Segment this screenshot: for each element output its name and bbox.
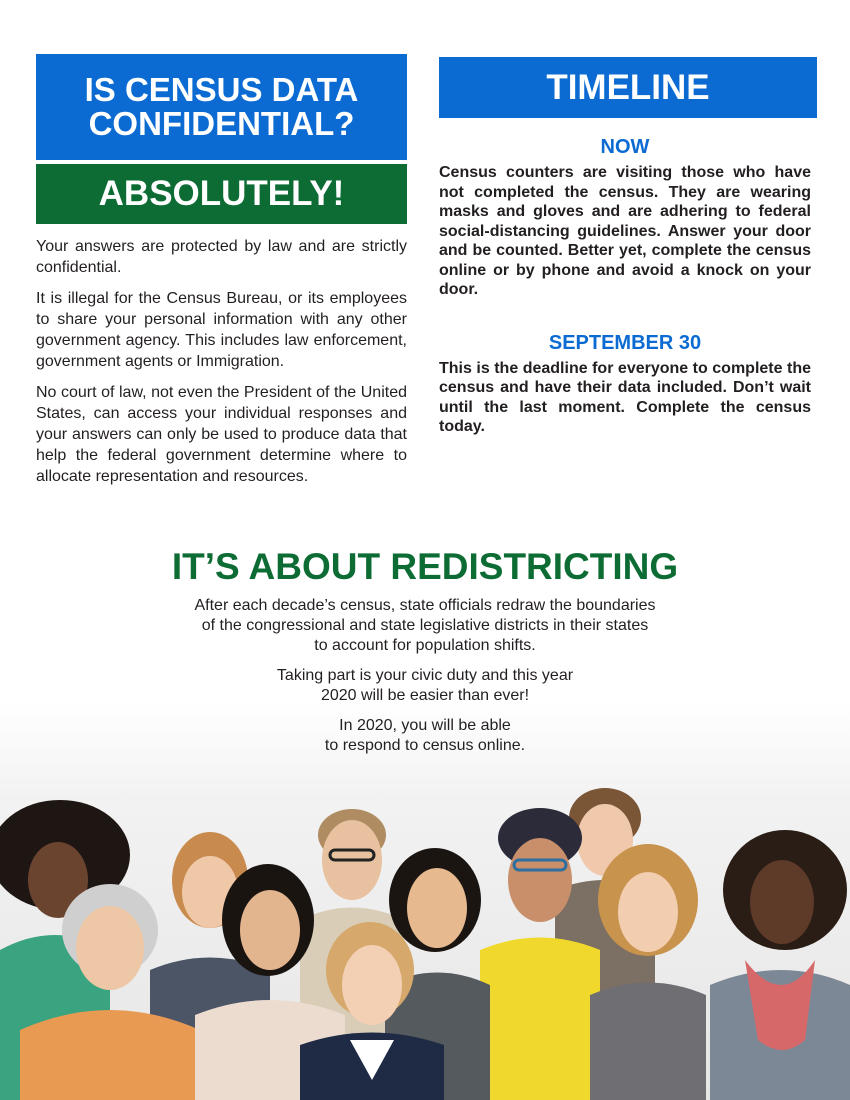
- redistricting-heading: IT’S ABOUT REDISTRICTING: [171, 546, 679, 587]
- redistricting-paragraph: After each decade’s census, state officials redraw the boundaries of the congressional and state legislative districts in their states to account for population shifts.: [194, 597, 656, 654]
- absolutely-banner: ABSOLUTELY!: [36, 164, 407, 224]
- timeline-now-text: Census counters are visiting those who have not completed the census. They are wearing masks and gloves and are adhering to federal social-distancing guidelines. Answer your door and be counted. Better yet, complete the census online or by phone and avoid a knock on your door.: [439, 164, 811, 298]
- group-people-photo: [0, 780, 850, 1100]
- redistricting-body: [125, 596, 725, 766]
- confidential-section: [36, 54, 407, 497]
- timeline-now-label: NOW: [600, 136, 650, 158]
- timeline-deadline-text: This is the deadline for everyone to complete the census and have their data included. Don’t wait until the last moment. Complete the census today.: [439, 359, 811, 435]
- timeline-deadline-label: SEPTEMBER 30: [548, 331, 702, 354]
- timeline-heading: TIMELINE: [439, 57, 817, 118]
- confidential-paragraph: No court of law, not even the President of the United States, can access your individual responses and your answers can only be used to produce data that help the federal government determine where to allocate representation and resources.: [36, 384, 407, 485]
- confidential-heading: IS CENSUS DATA CONFIDENTIAL?: [36, 54, 407, 160]
- person-front-6: [710, 830, 850, 1100]
- confidential-paragraph: It is illegal for the Census Bureau, or its employees to share your personal information with any other government agency. This includes law enforcement, government agents or Immigration.: [36, 290, 407, 370]
- confidential-paragraph: Your answers are protected by law and are strictly confidential.: [36, 238, 407, 276]
- redistricting-paragraph: In 2020, you will be able to respond to census online.: [324, 717, 526, 754]
- confidential-body: [36, 236, 407, 487]
- redistricting-paragraph: Taking part is your civic duty and this year 2020 will be easier than ever!: [276, 667, 574, 704]
- timeline-section: [439, 57, 817, 437]
